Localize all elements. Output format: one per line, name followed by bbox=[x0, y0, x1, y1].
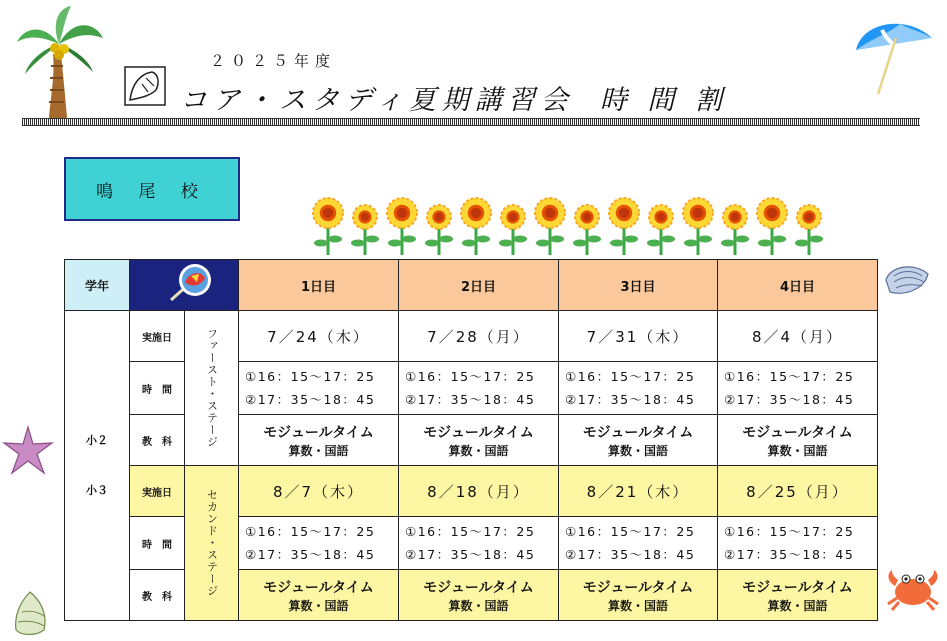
subject-detail: 算数・国語 bbox=[767, 443, 828, 458]
first-date-2: 7／28（月） bbox=[399, 311, 559, 362]
sunflower-icon bbox=[351, 205, 379, 255]
first-subject-3 bbox=[559, 415, 718, 466]
second-subject-1 bbox=[239, 570, 399, 621]
day-header-1: 1日目 bbox=[239, 260, 399, 311]
year-label: ２０２５年度 bbox=[210, 52, 337, 70]
first-subject-4 bbox=[718, 415, 878, 466]
second-subject-3 bbox=[559, 570, 718, 621]
sunflower-icon bbox=[721, 205, 749, 255]
subject-title: モジュールタイム bbox=[263, 579, 374, 596]
subject-detail: 算数・国語 bbox=[767, 598, 828, 613]
row-label-time: 時 間 bbox=[130, 517, 185, 570]
sunflower-row-icon bbox=[310, 195, 826, 257]
subject-title: モジュールタイム bbox=[423, 424, 534, 441]
second-subject-4 bbox=[718, 570, 878, 621]
first-time-3 bbox=[559, 362, 718, 415]
second-date-1: 8／7（木） bbox=[239, 466, 399, 517]
crab-icon bbox=[884, 562, 942, 614]
first-time-2 bbox=[399, 362, 559, 415]
school-name: 鳴 尾 校 bbox=[64, 157, 240, 221]
stage-first-label: ファースト・ステージ bbox=[205, 328, 219, 448]
subject-title: モジュールタイム bbox=[582, 424, 694, 441]
first-time-1 bbox=[239, 362, 399, 415]
row-label-time: 時 間 bbox=[130, 362, 185, 415]
time-slot-2: ②17：35～18：45 bbox=[724, 547, 855, 562]
schedule-table bbox=[64, 259, 878, 621]
stage-first bbox=[185, 311, 239, 466]
sunflower-icon bbox=[387, 198, 417, 255]
second-date-2: 8／18（月） bbox=[399, 466, 559, 517]
time-slot-1: ①16：15～17：25 bbox=[724, 369, 855, 384]
first-date-3: 7／31（木） bbox=[559, 311, 718, 362]
grade-cell bbox=[65, 311, 130, 621]
row-label-subject: 教 科 bbox=[130, 570, 185, 621]
subject-title: モジュールタイム bbox=[263, 424, 374, 441]
uchiwa-fan-icon bbox=[130, 260, 239, 311]
row-label-date: 実施日 bbox=[130, 466, 185, 517]
row-label-date: 実施日 bbox=[130, 311, 185, 362]
subject-title: モジュールタイム bbox=[742, 579, 853, 596]
stage-second bbox=[185, 466, 239, 621]
first-subject-1 bbox=[239, 415, 399, 466]
sunflower-icon bbox=[647, 205, 675, 255]
second-date-4: 8／25（月） bbox=[718, 466, 878, 517]
time-slot-2: ②17：35～18：45 bbox=[724, 392, 855, 407]
second-time-3 bbox=[559, 517, 718, 570]
palm-tree-icon bbox=[15, 4, 105, 120]
sunflower-icon bbox=[757, 198, 787, 255]
time-slot-1: ①16：15～17：25 bbox=[565, 524, 696, 539]
second-subject-2 bbox=[399, 570, 559, 621]
first-date-4: 8／4（月） bbox=[718, 311, 878, 362]
sunflower-icon bbox=[609, 198, 639, 255]
conch-shell-icon bbox=[10, 590, 52, 638]
sunflower-icon bbox=[425, 205, 453, 255]
time-slot-2: ②17：35～18：45 bbox=[245, 392, 376, 407]
sunflower-icon bbox=[313, 198, 343, 255]
time-slot-2: ②17：35～18：45 bbox=[405, 392, 536, 407]
subject-detail: 算数・国語 bbox=[288, 598, 349, 613]
grade-label-3: 小３ bbox=[86, 483, 108, 497]
subject-detail: 算数・国語 bbox=[448, 598, 509, 613]
page-title bbox=[180, 78, 728, 117]
time-slot-1: ①16：15～17：25 bbox=[245, 524, 376, 539]
subject-detail: 算数・国語 bbox=[448, 443, 509, 458]
title-sub: 時 間 割 bbox=[599, 85, 729, 116]
sunflower-icon bbox=[535, 198, 565, 255]
subject-detail: 算数・国語 bbox=[607, 598, 668, 613]
grade-label-2: 小２ bbox=[86, 433, 108, 447]
time-slot-1: ①16：15～17：25 bbox=[565, 369, 696, 384]
second-time-1 bbox=[239, 517, 399, 570]
subject-title: モジュールタイム bbox=[423, 579, 534, 596]
subject-title: モジュールタイム bbox=[582, 579, 694, 596]
time-slot-1: ①16：15～17：25 bbox=[405, 524, 536, 539]
sunflower-icon bbox=[499, 205, 527, 255]
second-time-2 bbox=[399, 517, 559, 570]
time-slot-2: ②17：35～18：45 bbox=[565, 547, 696, 562]
day-header-2: 2日目 bbox=[399, 260, 559, 311]
time-slot-1: ①16：15～17：25 bbox=[724, 524, 855, 539]
time-slot-1: ①16：15～17：25 bbox=[405, 369, 536, 384]
stage-second-label: セカンド・ステージ bbox=[205, 489, 219, 597]
row-label-subject: 教 科 bbox=[130, 415, 185, 466]
subject-detail: 算数・国語 bbox=[607, 443, 668, 458]
second-date-3: 8／21（木） bbox=[559, 466, 718, 517]
second-time-4 bbox=[718, 517, 878, 570]
title-main: コア・スタディ夏期講習会 bbox=[180, 85, 574, 116]
subject-title: モジュールタイム bbox=[742, 424, 853, 441]
day-header-3: 3日目 bbox=[559, 260, 718, 311]
beach-umbrella-icon bbox=[852, 16, 938, 96]
sunflower-icon bbox=[573, 205, 601, 255]
first-time-4 bbox=[718, 362, 878, 415]
time-slot-2: ②17：35～18：45 bbox=[245, 547, 376, 562]
time-slot-2: ②17：35～18：45 bbox=[405, 547, 536, 562]
subject-detail: 算数・国語 bbox=[288, 443, 349, 458]
first-date-1: 7／24（木） bbox=[239, 311, 399, 362]
time-slot-2: ②17：35～18：45 bbox=[565, 392, 696, 407]
day-header-4: 4日目 bbox=[718, 260, 878, 311]
sunflower-icon bbox=[683, 198, 713, 255]
sunflower-icon bbox=[461, 198, 491, 255]
starfish-icon bbox=[2, 425, 54, 477]
sunflower-icon bbox=[795, 205, 823, 255]
title-underline bbox=[22, 118, 920, 126]
company-logo-icon bbox=[124, 66, 166, 106]
grade-header: 学年 bbox=[65, 260, 130, 311]
first-subject-2 bbox=[399, 415, 559, 466]
seashell-icon bbox=[884, 262, 930, 298]
time-slot-1: ①16：15～17：25 bbox=[245, 369, 376, 384]
